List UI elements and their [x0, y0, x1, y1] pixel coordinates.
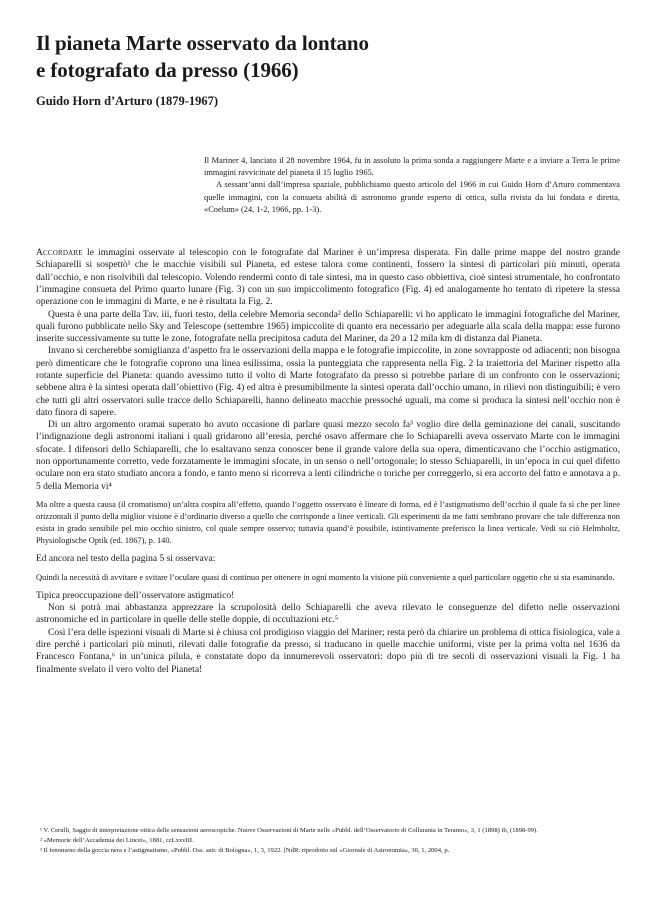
- body-paragraph: [36, 247, 620, 308]
- body-paragraph: Questa è una parte della Tav. iii, fuori testo, della celebre Memoria seconda² dello Schiaparelli: vi ho applicato le immagini fotografiche del Mariner, quali furono pubblicate nello Sky and Telescope (settembre 1965) impiccolite di quanto era necessario per adeguarle alla scala della mappa: esse furono inserite successivamente su tutte le zone, fotografate nella precipitosa caduta del Mariner, da 20 a 12 mila km di distanza dal Pianeta.: [36, 309, 620, 345]
- body-paragraph: Invano si cercherebbe somiglianza d’aspetto fra le osservazioni della mappa e le fotografie impiccolite, in zone sovrapposte od adiacenti; non bisogna però dimenticare che le fotografie coprono una linea esilissima, ossia la punteggiata che rappresenta nella Fig. 2 la traiettoria del Mariner rispetto alla rotante superficie del Pianeta: quando avessimo tutto il volto di Marte fotografato da presso si potrebbe parlare di un confronto con le osservazioni; sebbene altra è la sintesi operata dall’obiettivo (Fig. 4) ed altra è presumibilmente la sintesi operata dall’occhio umano, in rilievi non distinguibili; è vero che tutti gli altri osservatori sulle tracce dello Schiaparelli, hanno delineato macchie pressoché uguali, ma come si produca la sintesi nell’occhio non è dato finora di sapere.: [36, 346, 620, 418]
- article: [36, 30, 620, 676]
- intro-paragraph: Il Mariner 4, lanciato il 28 novembre 1964, fu in assoluto la prima sonda a raggiungere Marte e a inviare a Terra le prime immagini ravvicinate del pianeta il 15 luglio 1965.: [204, 156, 620, 178]
- lead-word: Accordare: [36, 248, 83, 259]
- body-paragraph: Di un altro argomento oramai superato ho avuto occasione di parlare quasi mezzo secolo fa³ voglio dire della geminazione dei canali, suscitando l’indignazione degli astronomi italiani i quali gridarono all’eresia, perché osavo affermare che lo Schiaparelli aveva osservato Marte con le immagini sfocate. I difensori dello Schiaparelli, che lo esaltavano senza conoscer bene il grande valore della sua opera, dimenticavano che l’occhio astigmatico, non opportunamente corretto, vede forzatamente le immagini sfocate, in un senso o nell’ortogonale; lo stesso Schiaparelli, in un’epoca in cui quel difetto oculare non era stato studiato ancora a fondo, e tanto meno si ricorreva a lenti cilindriche o toriche per correggerlo, si era accorto del fatto e annotava a p. 5 della Memoria vi⁴: [36, 420, 620, 492]
- footnote: ² «Memorie dell’Accademia dei Lincei», 1881, ccLxxvIII.: [40, 837, 194, 844]
- title-line-2: e fotografato da presso (1966): [36, 58, 299, 82]
- article-title: [36, 30, 620, 84]
- footnote: ³ Il fenomeno della goccia nera e l’astigmatismo, «Pubbl. Oss. astr. di Bologna», 1, 3, 1922. [NdR: riprodotto sul «Giornale di Astronomia», 30, 1, 2004, p.: [40, 847, 450, 854]
- body-paragraph: Ed ancora nel testo della pagina 5 si osservava:: [36, 554, 216, 565]
- intro-paragraph: A sessant’anni dall’impresa spaziale, pubblichiamo questo articolo del 1966 in cui Guido Horn d’Arturo commentava quelle immagini, con la consueta abilità di astronomo grande esperto di ottica, sulla rivista da lui fondata e diretta, «Coelum» (24, 1-2, 1966, pp. 1-3).: [204, 180, 620, 214]
- body-paragraph-text: le immagini osservate al telescopio con le fotografate dal Mariner è un’impresa disperata. Fin dalle prime mappe del nostro grande Schiaparelli si sospettò¹ che le macchie visibili sul Pianeta, ed estese talora come continenti, fossero la sintesi di particolari più minuti, operata dall’occhio, e non risolvibili dal telescopio. Volendo rendermi conto di tale sintesi, ma in questo caso obbiettiva, cioè sintesi strumentale, ho confrontato l’immagine consueta del Primo quarto lunare (Fig. 3) con un suo impiccolimento fotografico (Fig. 4) ed analogamente ho tentato di ripetere la stessa operazione con le immagini di Marte, e ne è risultata la Fig. 2.: [36, 248, 620, 308]
- editorial-intro: [204, 155, 620, 216]
- block-quote: Quindi la necessità di avvitare e svitare l’oculare quasi di continuo per ottenere in ogni momento la visione più conveniente a quel particolare oggetto che si sta esaminando.: [36, 572, 615, 582]
- footnotes: [36, 826, 620, 856]
- body-paragraph: Tipica preoccupazione dell’osservatore astigmatico!: [36, 590, 235, 601]
- body-paragraph: Non si potrà mai abbastanza apprezzare la scrupolosità dello Schiaparelli che aveva rilevato le conseguenze del difetto nelle osservazioni astronomiche ed in particolare in quelle delle stelle doppie, di occultazioni etc.⁵: [36, 603, 620, 626]
- block-quote: Ma oltre a questa causa (il cromatismo) un’altra cospira all’effetto, quando l’oggetto osservato è lineare di forma, ed è l’astigmatismo dell’occhio il quale fa sì che per linee orizzontali il punto della miglior visione è d’ordinario diverso a quello che corrisponde a linee verticali. Gli esperimenti da me fatti sembrano provare che tale differenza non esista in grado sensibile pel mio occhio sinistro, col quale sempre osservo; tuttavia quand’è possibile, istintivamente preferisco la linea verticale. Vedi su ciò Helmholtz, Physiologische Optik (ed. 1867), p. 140.: [36, 499, 620, 546]
- author-byline: Guido Horn d’Arturo (1879-1967): [36, 94, 219, 108]
- title-line-1: Il pianeta Marte osservato da lontano: [36, 31, 369, 55]
- body-paragraph: Così l’era delle ispezioni visuali di Marte si è chiusa col prodigioso viaggio del Mariner; resta però da chiarire un problema di ottica fisiologica, vale a dire perché i particolari più minuti, rilevati dalle fotografie da presso, si traducano in quelle macchie uniformi, viste per la prima volta nel 1636 da Francesco Fontana,⁶ in un’unica pilula, e constatate dopo da innumerevoli osservatori: dopo più di tre secoli di osservazioni visuali la Fig. 1 ha finalmente svelato il vero volto del Pianeta!: [36, 627, 620, 675]
- article-body: [36, 247, 620, 676]
- footnote: ¹ V. Cerulli, Saggio di interpretazione ottica delle sensazioni aeroscopiche. Nuove Osservazioni di Marte nelle «Pubbl. dell’Osservatorio di Collurania in Teramo», 3, 1 (1898) ib, (1898-99).: [40, 827, 538, 834]
